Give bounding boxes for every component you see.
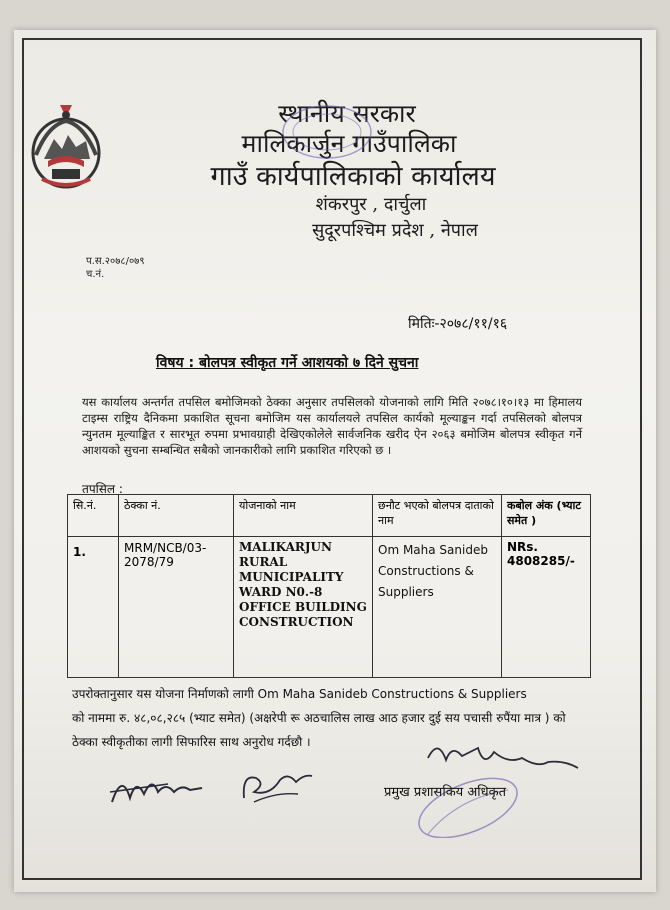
closing-line-1: उपरोक्तानुसार यस योजना निर्माणको लागी Om Maha Sanideb Constructions & Suppliers	[72, 687, 527, 701]
reference-number: प.स.२०७८/०७९	[86, 256, 145, 267]
cell-bidder: Om Maha Sanideb Constructions & Suppliers	[373, 537, 502, 678]
dispatch-number: च.नं.	[86, 269, 105, 280]
table-header-row	[68, 495, 591, 537]
signature-2-icon	[236, 762, 326, 810]
col-header-sn: सि.नं.	[68, 495, 119, 537]
signature-1-icon	[108, 764, 208, 812]
officer-title: प्रमुख प्रशासकिय अधिकृत	[384, 785, 507, 800]
closing-line-2: को नाममा रु. ४८,०८,२८५ (भ्याट समेत) (अक्षरेपी रू अठचालिस लाख आठ हजार दुई सय पचासी रुपैंया मात्र ) को ठेक्का स्वीकृतीका लागी सिफारिस साथ अनुरोध गर्दछौ ।	[72, 711, 566, 749]
document-date: मितिः-२०७८/११/१६	[408, 316, 508, 332]
schedule-label: तपसिल :	[82, 482, 123, 496]
col-header-project: योजनाको नाम	[234, 495, 373, 537]
header-line-5: सुदूरपश्चिम प्रदेश , नेपाल	[312, 220, 478, 241]
header-line-2: मालिकार्जुन गाउँपालिका	[241, 129, 457, 158]
cell-contract-no: MRM/NCB/03-2078/79	[119, 537, 234, 678]
col-header-contract: ठेक्का नं.	[119, 495, 234, 537]
table-row	[68, 537, 591, 678]
col-header-bidder: छनौट भएको बोलपत्र दाताको नाम	[373, 495, 502, 537]
col-header-amount: कबोल अंक (भ्याट समेत )	[502, 495, 591, 537]
header-line-4: शंकरपुर , दार्चुला	[315, 194, 427, 215]
subject-line: विषय : बोलपत्र स्वीकृत गर्ने आशयको ७ दिने सुचना	[156, 355, 419, 371]
cell-sn: 1.	[68, 537, 119, 678]
bid-table	[67, 494, 591, 678]
body-paragraph: यस कार्यालय अन्तर्गत तपसिल बमोजिमको ठेक्का अनुसार तपसिलको योजनाको लागि मिति २०७८।१०।१३ मा हिमालय टाइम्स राष्ट्रिय दैनिकमा प्रकाशित सूचना बमोजिम यस कार्यालयले तपसिल कार्यको मूल्याङ्कन गर्दा तपसिलको बोलपत्र न्युनतम मूल्याङ्कित र सारभूत रुपमा प्रभावग्राही देखिएकोलेले सार्वजनिक खरीद ऐन २०६३ बमोजिम बोलपत्र स्वीकृत गर्ने आशयको सुचना सम्बन्धित सबैको जानकारीको लागि प्रकाशित गरिएको छ ।	[82, 395, 582, 457]
cell-project-name: MALIKARJUN RURAL MUNICIPALITY WARD N0.-8 OFFICE BUILDING CONSTRUCTION	[234, 537, 373, 678]
header-line-3: गाउँ कार्यपालिकाको कार्यालय	[210, 161, 496, 192]
office-seal-icon	[262, 94, 392, 164]
cell-amount: NRs. 4808285/-	[502, 537, 591, 678]
header-line-1: स्थानीय सरकार	[278, 99, 416, 128]
